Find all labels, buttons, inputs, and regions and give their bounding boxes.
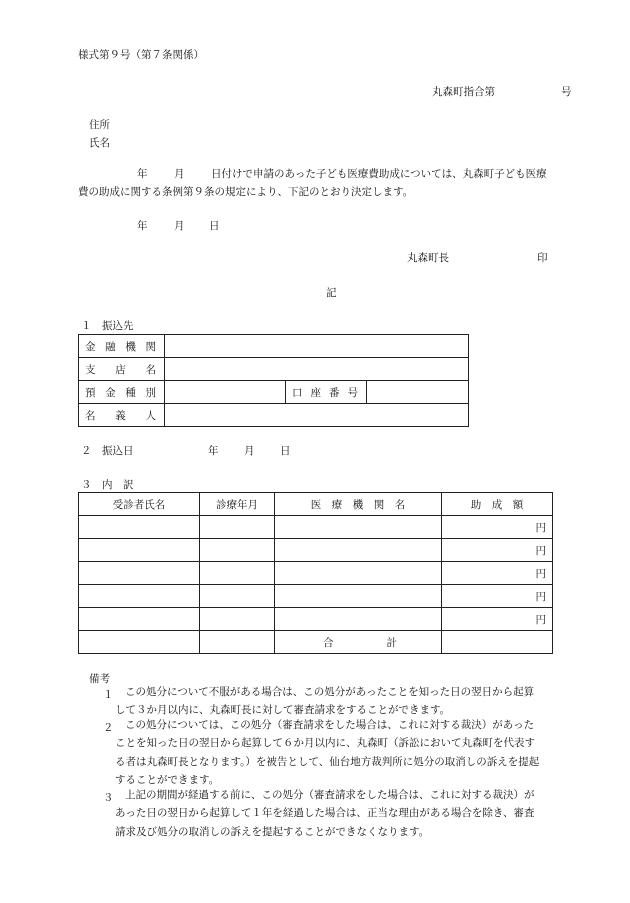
- note-item: [125, 786, 535, 805]
- date-year: 年: [137, 220, 148, 232]
- deposit-label-cell: [79, 381, 165, 404]
- deposit-char: 金: [105, 386, 116, 399]
- month-cell[interactable]: [200, 585, 275, 608]
- note-line: することができます。: [115, 774, 220, 786]
- form-id: 様式第９号（第７条関係）: [78, 49, 204, 61]
- note-line: して３か月以内に、丸森町長に対して審査請求をすることができます。: [115, 704, 451, 716]
- col-subsidy-amount: 助 成 額: [442, 493, 553, 516]
- institution-cell[interactable]: [275, 539, 442, 562]
- section2-heading: ２ 振込日: [81, 445, 134, 457]
- branch-label-cell: [79, 358, 165, 381]
- col-treatment-month: 診療年月: [200, 493, 275, 516]
- deposit-char: 預: [85, 386, 96, 399]
- month-cell[interactable]: [200, 562, 275, 585]
- month-cell[interactable]: [200, 539, 275, 562]
- bank-label-cell: [79, 335, 165, 358]
- bank-table: [78, 334, 469, 427]
- deposit-value-cell[interactable]: [165, 381, 286, 404]
- institution-cell[interactable]: [275, 585, 442, 608]
- bank-char: 融: [105, 340, 116, 353]
- month-cell[interactable]: [200, 516, 275, 539]
- note-item: [115, 734, 539, 790]
- bank-row: [79, 335, 469, 358]
- col-patient-name: 受診者氏名: [79, 493, 200, 516]
- patient-cell[interactable]: [79, 608, 200, 631]
- intro-line2: 費の助成に関する条例第９条の規定により、下記のとおり決定します。: [78, 186, 414, 198]
- note-line: 上記の期間が経過する前に、この処分（審査請求をした場合は、これに対する裁決）が: [125, 789, 535, 801]
- bank-char: 金: [85, 340, 96, 353]
- note-item: [125, 683, 534, 702]
- account-char: 口: [292, 386, 303, 399]
- institution-cell[interactable]: [275, 608, 442, 631]
- account-value-cell[interactable]: [367, 381, 469, 404]
- note-number: ３: [103, 792, 114, 804]
- note-line: 請求及び処分の取消しの訴えを提起することができなくなります。: [115, 825, 430, 838]
- seal-mark: 印: [537, 252, 548, 264]
- amount-cell[interactable]: 円: [442, 516, 553, 539]
- patient-cell[interactable]: [79, 562, 200, 585]
- total-blank-cell: [79, 631, 200, 654]
- amount-cell[interactable]: 円: [442, 585, 553, 608]
- deposit-char: 種: [125, 386, 136, 399]
- amount-cell[interactable]: 円: [442, 562, 553, 585]
- holder-char: 義: [115, 409, 126, 422]
- deposit-char: 別: [145, 386, 156, 399]
- patient-cell[interactable]: [79, 516, 200, 539]
- reference-suffix: 号: [561, 86, 572, 98]
- branch-value-cell[interactable]: [165, 358, 469, 381]
- breakdown-header-row: [79, 493, 553, 516]
- table-row: [79, 562, 553, 585]
- note-item: [125, 716, 534, 735]
- table-row: [79, 539, 553, 562]
- note-item: [115, 804, 534, 841]
- ki-heading: 記: [326, 287, 337, 299]
- branch-char: 店: [115, 363, 126, 376]
- account-char: 座: [310, 386, 321, 399]
- note-number: １: [103, 689, 114, 701]
- patient-cell[interactable]: [79, 539, 200, 562]
- note-number: ２: [103, 722, 114, 734]
- mayor-title: 丸森町長: [407, 252, 449, 264]
- section1-heading: １ 振込先: [81, 320, 134, 332]
- notes-title: 備考: [89, 673, 110, 685]
- total-amount-cell[interactable]: [442, 631, 553, 654]
- institution-cell[interactable]: [275, 516, 442, 539]
- reference-prefix: 丸森町指合第: [432, 86, 495, 98]
- total-label-cell: [275, 631, 442, 654]
- branch-row: [79, 358, 469, 381]
- note-line: る者は丸森町長となります。）を被告として、仙台地方裁判所に処分の取消しの訴えを提起: [115, 755, 540, 768]
- note-line: この処分については、この処分（審査請求をした場合は、これに対する裁決）があった: [125, 719, 535, 731]
- holder-label-cell: [79, 404, 165, 427]
- transfer-year: 年: [208, 445, 219, 457]
- account-char: 番: [329, 386, 340, 399]
- total-label-right: 計: [386, 636, 397, 649]
- branch-char: 名: [145, 363, 156, 376]
- account-label-cell: [286, 381, 367, 404]
- total-blank-cell: [200, 631, 275, 654]
- deposit-row: [79, 381, 469, 404]
- table-row: [79, 608, 553, 631]
- amount-cell[interactable]: 円: [442, 539, 553, 562]
- total-row: [79, 631, 553, 654]
- address-label: 住所: [89, 119, 110, 131]
- col-medical-institution: 医 療 機 関 名: [275, 493, 442, 516]
- transfer-day: 日: [280, 445, 291, 457]
- month-cell[interactable]: [200, 608, 275, 631]
- note-line: あった日の翌日から起算して１年を経過した場合は、正当な理由がある場合を除き、審査: [115, 807, 535, 819]
- amount-cell[interactable]: 円: [442, 608, 553, 631]
- breakdown-table: [78, 492, 553, 654]
- intro-month: 月: [174, 168, 185, 180]
- name-label: 氏名: [89, 137, 110, 149]
- note-line: ことを知った日の翌日から起算して６か月以内に、丸森町（訴訟において丸森町を代表す: [115, 737, 535, 749]
- intro-year: 年: [137, 168, 148, 180]
- table-row: [79, 516, 553, 539]
- transfer-month: 月: [244, 445, 255, 457]
- holder-row: [79, 404, 469, 427]
- patient-cell[interactable]: [79, 585, 200, 608]
- holder-value-cell[interactable]: [165, 404, 469, 427]
- holder-char: 名: [85, 409, 96, 422]
- table-row: [79, 585, 553, 608]
- intro-line1: 日付けで申請のあった子ども医療費助成については、丸森町子ども医療: [211, 168, 547, 180]
- account-char: 号: [347, 386, 358, 399]
- note-line: この処分について不服がある場合は、この処分があったことを知った日の翌日から起算: [125, 686, 535, 698]
- bank-char: 関: [145, 340, 156, 353]
- bank-value-cell[interactable]: [165, 335, 469, 358]
- date-month: 月: [174, 220, 185, 232]
- bank-char: 機: [125, 340, 136, 353]
- holder-char: 人: [145, 409, 156, 422]
- branch-char: 支: [85, 363, 96, 376]
- total-label-left: 合: [323, 636, 334, 649]
- date-day: 日: [209, 220, 220, 232]
- institution-cell[interactable]: [275, 562, 442, 585]
- section3-heading: ３ 内 訳: [81, 479, 134, 491]
